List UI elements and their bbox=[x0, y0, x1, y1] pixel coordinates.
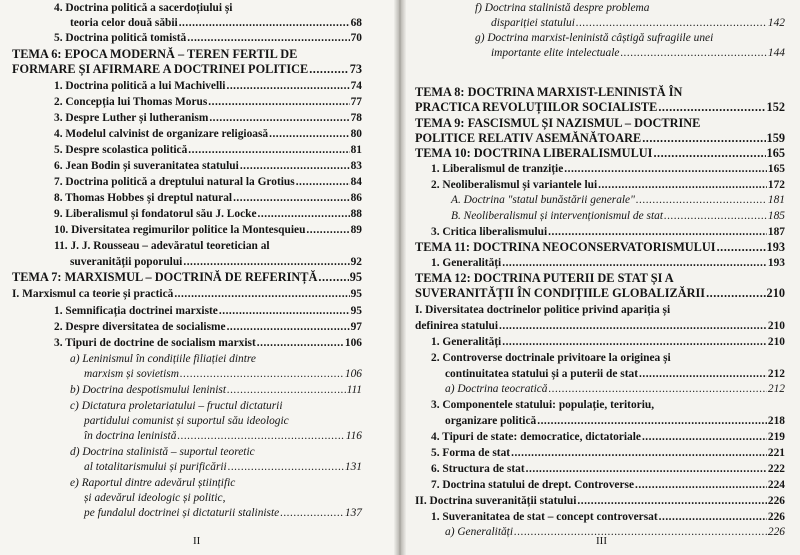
toc-entry bbox=[415, 320, 785, 333]
dot-leader bbox=[227, 321, 350, 334]
toc-entry-title: definirea statului bbox=[415, 320, 499, 332]
toc-entry-page: 210 bbox=[766, 286, 785, 300]
toc-entry-page: 226 bbox=[767, 511, 785, 523]
toc-entry-title: în doctrina leninistă bbox=[84, 430, 177, 442]
dot-leader bbox=[642, 132, 765, 145]
toc-entry bbox=[415, 415, 785, 428]
dot-leader bbox=[258, 208, 350, 221]
dot-leader bbox=[318, 271, 348, 284]
toc-entry-title: organizare politică bbox=[445, 415, 537, 427]
dot-leader bbox=[179, 17, 350, 30]
toc-entry-page: 70 bbox=[350, 32, 362, 44]
toc-entry bbox=[415, 368, 785, 381]
toc-entry-page: 226 bbox=[767, 495, 785, 507]
toc-entry-title: 5. Doctrina politică tomistă bbox=[54, 32, 187, 44]
toc-entry-page: 116 bbox=[345, 430, 362, 442]
toc-entry bbox=[12, 144, 362, 157]
toc-entry-page: 165 bbox=[766, 146, 785, 160]
dot-leader bbox=[548, 226, 767, 239]
toc-entry-title: 10. Diversitatea regimurilor politice la Montesquieu bbox=[54, 224, 306, 236]
toc-entry-page: 88 bbox=[350, 208, 362, 220]
toc-entry bbox=[12, 288, 362, 301]
toc-entry-title: 1. Suveranitatea de stat – concept controversat bbox=[431, 511, 658, 523]
toc-entry-title: continuitatea statului și a puterii de stat bbox=[445, 368, 639, 380]
toc-entry bbox=[415, 336, 785, 349]
dot-leader bbox=[511, 447, 767, 460]
toc-entry bbox=[12, 80, 362, 93]
toc-entry-title: și adevărul ideologic și politic, bbox=[84, 492, 226, 504]
toc-entry-title: 6. Structura de stat bbox=[431, 463, 525, 475]
toc-entry-title: teoria celor două săbii bbox=[70, 17, 178, 29]
toc-entry bbox=[12, 192, 362, 205]
toc-entry bbox=[12, 96, 362, 109]
dot-leader bbox=[219, 305, 350, 318]
toc-entry bbox=[12, 507, 362, 520]
toc-entry-title: 6. Jean Bodin și suveranitatea statului bbox=[54, 160, 239, 172]
toc-entry-title: a) Generalități bbox=[445, 526, 514, 538]
toc-entry-page: 226 bbox=[767, 526, 785, 538]
toc-entry-title: pe fundalul doctrinei și dictaturii staliniste bbox=[84, 507, 280, 519]
toc-entry bbox=[12, 176, 362, 189]
toc-entry bbox=[415, 495, 785, 508]
toc-entry-title: 3. Critica liberalismului bbox=[431, 226, 548, 238]
dot-leader bbox=[296, 176, 350, 189]
toc-entry-title: 8. Thomas Hobbes și dreptul natural bbox=[54, 192, 233, 204]
toc-entry-page: 86 bbox=[350, 192, 362, 204]
toc-entry bbox=[415, 287, 785, 300]
toc-entry-title: II. Doctrina suveranității statului bbox=[415, 495, 577, 507]
toc-entry bbox=[415, 32, 785, 45]
toc-entry-title: I. Marxismul ca teorie și practică bbox=[12, 288, 174, 300]
toc-entry-title: 5. Despre scolastica politică bbox=[54, 144, 188, 156]
toc-entry-title: 2. Concepția lui Thomas Morus bbox=[54, 96, 208, 108]
dot-leader bbox=[280, 507, 344, 520]
toc-entry-page: 83 bbox=[350, 160, 362, 172]
dot-leader bbox=[183, 256, 349, 269]
toc-entry-page: 181 bbox=[767, 194, 785, 206]
toc-entry-title: 2. Neoliberalismul și variantele lui bbox=[431, 179, 598, 191]
toc-entry bbox=[415, 117, 785, 130]
toc-entry-title: d) Doctrina stalinistă – suportul teoretic bbox=[70, 446, 255, 458]
toc-entry-page: 144 bbox=[767, 47, 785, 59]
toc-entry-title: TEMA 8: DOCTRINA MARXIST-LENINISTĂ ÎN bbox=[415, 85, 683, 99]
toc-entry-page: 187 bbox=[767, 226, 785, 238]
toc-entry bbox=[415, 447, 785, 460]
dot-leader bbox=[257, 337, 344, 350]
toc-entry-page: 185 bbox=[767, 210, 785, 222]
toc-entry-title: PRACTICA REVOLUȚIILOR SOCIALISTE bbox=[415, 100, 658, 114]
toc-entry-title: B. Neoliberalismul și intervenționismul de stat bbox=[451, 210, 663, 222]
toc-entry-title: TEMA 9: FASCISMUL ȘI NAZISMUL – DOCTRINE bbox=[415, 116, 701, 130]
toc-entry-title: 1. Doctrina politică a lui Machivelli bbox=[54, 80, 226, 92]
toc-entry bbox=[12, 32, 362, 45]
toc-entry bbox=[12, 353, 362, 366]
toc-entry-title: a) Leninismul în condițiile filiației dintre bbox=[70, 353, 256, 365]
dot-leader bbox=[636, 194, 767, 207]
toc-entry-page: 97 bbox=[350, 321, 362, 333]
right-page-number: III bbox=[596, 535, 607, 547]
toc-entry-page: 78 bbox=[350, 112, 362, 124]
toc-entry-title: TEMA 6: EPOCA MODERNĂ – TEREN FERTIL DE bbox=[12, 47, 298, 61]
toc-entry bbox=[12, 208, 362, 221]
toc-entry-title: dispariției statului bbox=[491, 17, 575, 29]
toc-entry-title: 7. Doctrina statului de drept. Controverse bbox=[431, 479, 635, 491]
toc-entry bbox=[12, 271, 362, 284]
toc-entry-page: 106 bbox=[344, 368, 362, 380]
toc-entry-page: 84 bbox=[350, 176, 362, 188]
dot-leader bbox=[174, 288, 349, 301]
toc-entry bbox=[12, 384, 362, 397]
toc-entry-page: 152 bbox=[766, 100, 785, 114]
toc-entry bbox=[12, 368, 362, 381]
toc-entry bbox=[415, 47, 785, 60]
right-page bbox=[403, 0, 800, 555]
toc-entry bbox=[415, 511, 785, 524]
dot-leader bbox=[664, 210, 767, 223]
toc-entry bbox=[12, 446, 362, 459]
toc-entry-page: 92 bbox=[350, 256, 362, 268]
toc-entry-page: 212 bbox=[767, 383, 785, 395]
dot-leader bbox=[188, 144, 349, 157]
toc-entry-title: 2. Despre diversitatea de socialisme bbox=[54, 321, 226, 333]
toc-entry-page: 95 bbox=[350, 305, 362, 317]
toc-entry bbox=[12, 337, 362, 350]
toc-entry-title: 9. Liberalismul și fondatorul său J. Locke bbox=[54, 208, 257, 220]
left-page bbox=[0, 0, 397, 555]
toc-entry bbox=[415, 399, 785, 412]
dot-leader bbox=[658, 101, 765, 114]
toc-entry-title: TEMA 11: DOCTRINA NEOCONSERVATORISMULUI bbox=[415, 240, 716, 254]
toc-entry-title: I. Diversitatea doctrinelor politice privind apariția și bbox=[415, 304, 671, 316]
dot-leader bbox=[635, 479, 767, 492]
toc-entry bbox=[12, 48, 362, 61]
toc-entry bbox=[415, 101, 785, 114]
toc-entry-page: 193 bbox=[766, 240, 785, 254]
toc-entry bbox=[12, 400, 362, 413]
toc-entry-page: 193 bbox=[767, 257, 785, 269]
toc-entry-page: 73 bbox=[349, 62, 362, 76]
toc-entry bbox=[415, 479, 785, 492]
toc-entry-title: 4. Doctrina politică a sacerdoțiului și bbox=[54, 2, 233, 14]
toc-entry-title: 1. Generalități bbox=[431, 336, 502, 348]
toc-entry-title: 3. Despre Luther și lutheranism bbox=[54, 112, 209, 124]
toc-entry-title: TEMA 12: DOCTRINA PUTERII DE STAT ȘI A bbox=[415, 271, 674, 285]
dot-leader bbox=[620, 47, 766, 60]
left-page-number: II bbox=[193, 535, 201, 547]
dot-leader bbox=[240, 160, 350, 173]
toc-entry-title: SUVERANITĂȚII ÎN CONDIȚIILE GLOBALIZĂRII bbox=[415, 286, 706, 300]
toc-entry-title: f) Doctrina stalinistă despre problema bbox=[475, 2, 650, 14]
toc-entry-title: 2. Controverse doctrinale privitoare la originea și bbox=[431, 352, 671, 364]
toc-entry bbox=[415, 352, 785, 365]
toc-entry-title: suveranității poporului bbox=[70, 256, 183, 268]
toc-entry bbox=[12, 461, 362, 474]
toc-entry-page: 221 bbox=[767, 447, 785, 459]
toc-entry bbox=[415, 210, 785, 223]
dot-leader bbox=[306, 224, 349, 237]
toc-entry-page: 222 bbox=[767, 463, 785, 475]
toc-entry-title: marxism și sovietism bbox=[84, 368, 179, 380]
dot-leader bbox=[209, 112, 349, 125]
dot-leader bbox=[309, 63, 349, 76]
toc-entry-title: TEMA 7: MARXISMUL – DOCTRINĂ DE REFERINȚĂ bbox=[12, 270, 318, 284]
toc-entry-page: 77 bbox=[350, 96, 362, 108]
dot-leader bbox=[653, 147, 765, 160]
toc-entry bbox=[12, 430, 362, 443]
toc-entry-page: 159 bbox=[766, 131, 785, 145]
toc-entry bbox=[415, 2, 785, 15]
dot-leader bbox=[642, 431, 767, 444]
toc-entry bbox=[415, 163, 785, 176]
toc-entry bbox=[415, 179, 785, 192]
toc-entry-page: 137 bbox=[344, 507, 362, 519]
toc-entry-page: 210 bbox=[767, 320, 785, 332]
toc-entry-title: importante elite intelectuale bbox=[491, 47, 620, 59]
toc-entry-page: 224 bbox=[767, 479, 785, 491]
toc-entry-title: FORMARE ȘI AFIRMARE A DOCTRINEI POLITICE bbox=[12, 62, 309, 76]
toc-entry-page: 95 bbox=[350, 288, 362, 300]
toc-entry-title: b) Doctrina despotismului leninist bbox=[70, 384, 226, 396]
toc-entry-page: 212 bbox=[767, 368, 785, 380]
toc-entry-title: al totalitarismului și purificării bbox=[84, 461, 227, 473]
toc-entry-title: 3. Componentele statului: populație, teritoriu, bbox=[431, 399, 655, 411]
toc-entry bbox=[12, 415, 362, 428]
toc-entry-page: 210 bbox=[767, 336, 785, 348]
dot-leader bbox=[514, 526, 767, 539]
dot-leader bbox=[226, 80, 349, 93]
toc-entry-page: 89 bbox=[350, 224, 362, 236]
toc-entry bbox=[12, 128, 362, 141]
toc-entry-title: a) Doctrina teocratică bbox=[445, 383, 548, 395]
toc-entry bbox=[12, 305, 362, 318]
toc-entry bbox=[415, 304, 785, 317]
toc-entry bbox=[415, 17, 785, 30]
toc-entry-page: 81 bbox=[350, 144, 362, 156]
toc-entry bbox=[12, 224, 362, 237]
toc-entry-page: 219 bbox=[767, 431, 785, 443]
toc-entry-page: 165 bbox=[767, 163, 785, 175]
toc-entry bbox=[415, 132, 785, 145]
dot-leader bbox=[598, 179, 767, 192]
dot-leader bbox=[180, 368, 344, 381]
toc-entry-title: TEMA 10: DOCTRINA LIBERALISMULUI bbox=[415, 146, 653, 160]
toc-entry-page: 111 bbox=[346, 384, 362, 396]
toc-entry bbox=[415, 194, 785, 207]
toc-entry-title: 7. Doctrina politică a dreptului natural la Grotius bbox=[54, 176, 295, 188]
book-gutter bbox=[394, 0, 406, 555]
dot-leader bbox=[717, 241, 766, 254]
toc-entry bbox=[415, 272, 785, 285]
toc-entry-title: A. Doctrina "statul bunăstării generale" bbox=[451, 194, 635, 206]
dot-leader bbox=[233, 192, 350, 205]
toc-entry-title: 1. Semnificația doctrinei marxiste bbox=[54, 305, 218, 317]
toc-entry bbox=[415, 257, 785, 270]
toc-entry-title: e) Raportul dintre adevărul științific bbox=[70, 477, 236, 489]
toc-entry-title: 4. Tipuri de state: democratice, dictatoriale bbox=[431, 431, 641, 443]
toc-entry-page: 68 bbox=[350, 17, 362, 29]
toc-entry-page: 106 bbox=[344, 337, 362, 349]
toc-entry bbox=[12, 63, 362, 76]
dot-leader bbox=[177, 430, 344, 443]
dot-leader bbox=[227, 384, 346, 397]
toc-entry-title: g) Doctrina marxist-leninistă câștigă sufragiile unei bbox=[475, 32, 714, 44]
toc-entry-page: 172 bbox=[767, 179, 785, 191]
dot-leader bbox=[502, 336, 767, 349]
toc-entry-page: 80 bbox=[350, 128, 362, 140]
toc-entry bbox=[415, 86, 785, 99]
toc-entry-page: 95 bbox=[349, 270, 362, 284]
toc-entry-title: partidului comunist și suportul său ideologic bbox=[84, 415, 289, 427]
dot-leader bbox=[502, 257, 767, 270]
dot-leader bbox=[706, 287, 765, 300]
dot-leader bbox=[526, 463, 767, 476]
toc-entry bbox=[12, 160, 362, 173]
toc-entry bbox=[415, 241, 785, 254]
toc-entry bbox=[12, 2, 362, 15]
toc-entry bbox=[12, 492, 362, 505]
toc-entry-title: 5. Forma de stat bbox=[431, 447, 511, 459]
toc-entry-title: 1. Generalități bbox=[431, 257, 502, 269]
dot-leader bbox=[564, 163, 767, 176]
toc-entry bbox=[415, 383, 785, 396]
toc-entry-page: 131 bbox=[344, 461, 362, 473]
toc-entry bbox=[12, 112, 362, 125]
toc-entry-title: 11. J. J. Rousseau – adevăratul teoretician al bbox=[54, 240, 270, 252]
toc-entry bbox=[12, 240, 362, 253]
toc-entry-title: 1. Liberalismul de tranziție bbox=[431, 163, 564, 175]
dot-leader bbox=[659, 511, 767, 524]
toc-entry-title: 3. Tipuri de doctrine de socialism marxist bbox=[54, 337, 256, 349]
toc-entry-title: c) Dictatura proletariatului – fructul dictaturii bbox=[70, 400, 283, 412]
toc-entry bbox=[12, 321, 362, 334]
toc-entry-page: 74 bbox=[350, 80, 362, 92]
toc-entry-page: 218 bbox=[767, 415, 785, 427]
dot-leader bbox=[639, 368, 767, 381]
toc-entry-title: 4. Modelul calvinist de organizare religioasă bbox=[54, 128, 269, 140]
dot-leader bbox=[537, 415, 767, 428]
toc-entry-title: POLITICE RELATIV ASEMĂNĂTOARE bbox=[415, 131, 642, 145]
toc-entry-page: 142 bbox=[767, 17, 785, 29]
toc-entry bbox=[12, 17, 362, 30]
dot-leader bbox=[208, 96, 349, 109]
dot-leader bbox=[549, 383, 767, 396]
dot-leader bbox=[576, 17, 767, 30]
toc-entry bbox=[415, 226, 785, 239]
toc-entry bbox=[12, 256, 362, 269]
toc-entry bbox=[415, 147, 785, 160]
toc-entry bbox=[415, 463, 785, 476]
dot-leader bbox=[187, 32, 349, 45]
dot-leader bbox=[228, 461, 344, 474]
dot-leader bbox=[577, 495, 767, 508]
toc-entry bbox=[12, 477, 362, 490]
dot-leader bbox=[499, 320, 767, 333]
toc-entry bbox=[415, 431, 785, 444]
dot-leader bbox=[269, 128, 350, 141]
